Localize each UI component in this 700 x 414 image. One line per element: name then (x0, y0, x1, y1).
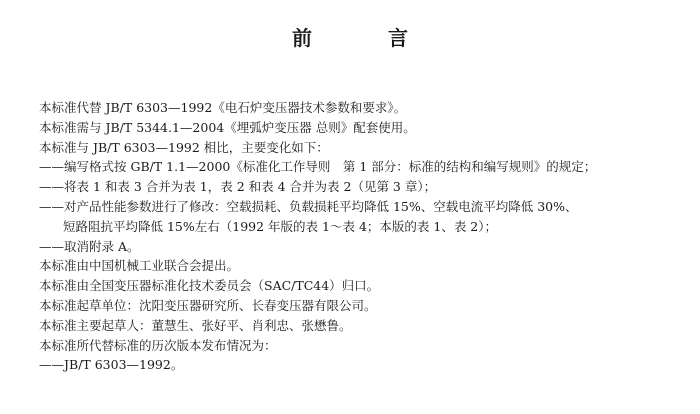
change-item-continuation: 短路阻抗平均降低 15%左右（1992 年版的表 1～表 4；本版的表 1、表 2）； (63, 218, 497, 234)
paragraph-line: 本标准由中国机械工业联合会提出。 (39, 258, 240, 274)
paragraph-line: 本标准需与 JB/T 5344.1—2004《埋弧炉变压器 总则》配套使用。 (39, 119, 416, 135)
paragraph-line: 本标准主要起草人：董慧生、张好平、肖利忠、张懋鲁。 (39, 317, 352, 333)
paragraph-line: 本标准与 JB/T 6303—1992 相比，主要变化如下： (39, 139, 329, 155)
paragraph-line: 本标准代替 JB/T 6303—1992《电石炉变压器技术参数和要求》。 (39, 100, 407, 115)
change-item: ——将表 1 和表 3 合并为表 1，表 2 和表 4 合并为表 2（见第 3 章）； (39, 179, 437, 195)
paragraph-line: 本标准由全国变压器标准化技术委员会（SAC/TC44）归口。 (39, 278, 380, 294)
change-item: ——取消附录 A。 (39, 238, 140, 254)
change-item: ——对产品性能参数进行了修改：空载损耗、负载损耗平均降低 15%、空载电流平均降低 30%、 (39, 198, 578, 214)
history-item: ——JB/T 6303—1992。 (39, 357, 184, 373)
page-title: 前 言 (292, 26, 436, 50)
foreword-body (39, 98, 689, 375)
paragraph-line: 本标准所代替标准的历次版本发布情况为： (39, 337, 277, 353)
change-item: ——编写格式按 GB/T 1.1—2000《标准化工作导则 第 1 部分：标准的结构和编写规则》的规定； (39, 159, 597, 175)
paragraph-line: 本标准起草单位：沈阳变压器研究所、长春变压器有限公司。 (39, 297, 377, 313)
